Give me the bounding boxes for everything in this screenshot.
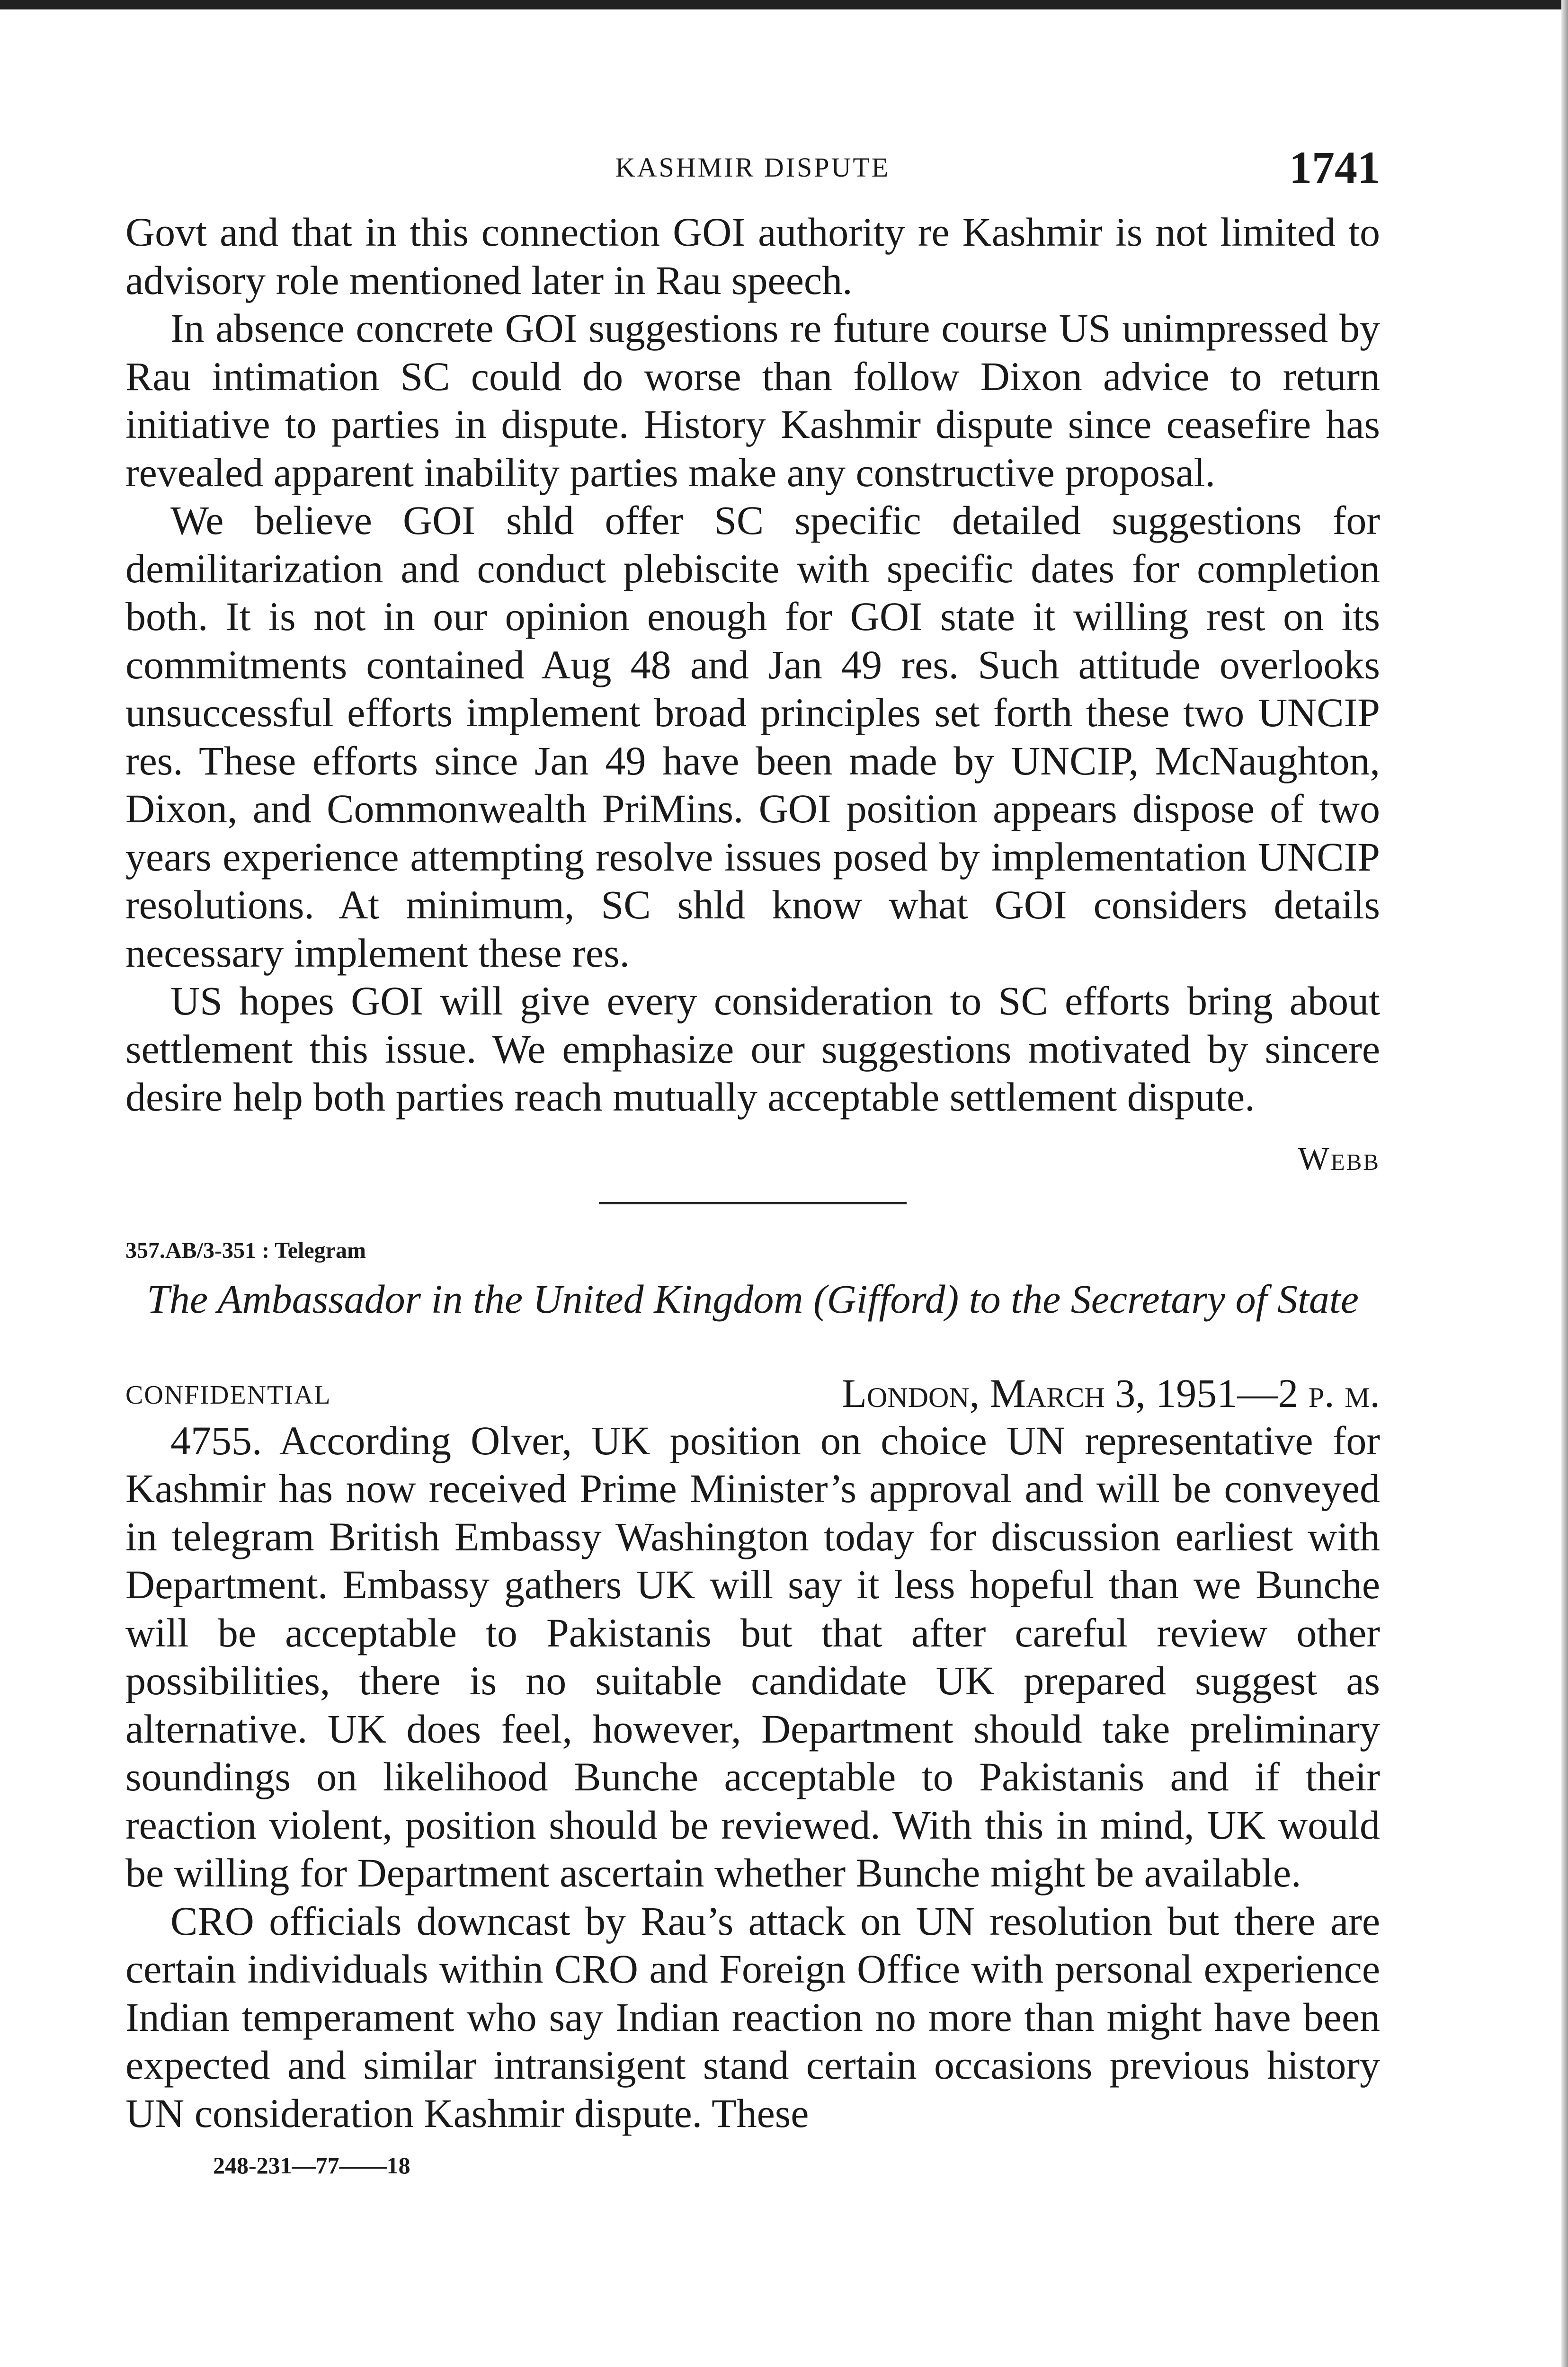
paragraph-continuation: Govt and that in this connection GOI authority re Kashmir is not limited to advisory role mentioned later in Rau speech.	[125, 209, 1380, 303]
book-page	[125, 137, 1380, 2179]
classification-label: CONFIDENTIAL	[125, 1380, 331, 1410]
page-right-edge	[1561, 0, 1568, 2367]
paragraph: We believe GOI shld offer SC specific detailed suggestions for demilitarization and conduct plebiscite with specific dates for completion both. It is not in our opinion enough for GOI state it willing rest on its commitments contained Aug 48 and Jan 49 res. Such attitude overlooks unsuccessful efforts implement broad principles set forth these two UNCIP res. These efforts since Jan 49 have been made by UNCIP, McNaughton, Dixon, and Commonwealth PriMins. GOI position appears dispose of two years experience attempting resolve issues posed by implementation UNCIP resolutions. At minimum, SC shld know what GOI considers details necessary implement these res.	[125, 498, 1380, 976]
paragraph: 4755. According Olver, UK position on choice UN representative for Kashmir has now received Prime Minister’s approval and will be conveyed in telegram British Embassy Washington today for discussion earliest with Department. Embassy gathers UK will say it less hopeful than we Bunche will be acceptable to Pakistanis but that after careful review other possibilities, there is no suitable candidate UK prepared suggest as alternative. UK does feel, however, Department should take preliminary soundings on likelihood Bunche acceptable to Pakistanis and if their reaction violent, position should be reviewed. With this in mind, UK would be willing for Department ascertain whether Bunche might be available.	[125, 1417, 1380, 1895]
section-divider	[599, 1202, 907, 1204]
page-header	[125, 137, 1380, 208]
print-code: 248-231—77——18	[213, 2152, 410, 2179]
paragraph: US hopes GOI will give every consideration to SC efforts bring about settlement this issue. We emphasize our suggestions motivated by sincere desire help both parties reach mutually acceptable settlement dispute.	[125, 978, 1380, 1120]
running-title: KASHMIR DISPUTE	[615, 152, 891, 183]
dateline	[125, 1366, 1380, 1417]
page-number: 1741	[1289, 142, 1380, 193]
signature-name: Webb	[1298, 1140, 1380, 1177]
page-top-edge	[0, 0, 1568, 9]
file-reference: 357.AB/3-351 : Telegram	[125, 1237, 366, 1263]
place-and-date: London, March 3, 1951—2 p. m.	[842, 1370, 1380, 1416]
paragraph: CRO officials downcast by Rau’s attack on UN resolution but there are certain individuals within CRO and Foreign Office with personal experience Indian temperament who say Indian reaction no more than might have been expected and similar intransigent stand certain occasions previous history UN consideration Kashmir dispute. These	[125, 1898, 1380, 2136]
document-title: The Ambassador in the United Kingdom (Gifford) to the Secretary of State	[147, 1276, 1359, 1322]
signature	[125, 1140, 1380, 1188]
paragraph: In absence concrete GOI suggestions re future course US unimpressed by Rau intimation SC could do worse than follow Dixon advice to return initiative to parties in dispute. History Kashmir dispute since ceasefire has revealed apparent inability parties make any constructive proposal.	[125, 305, 1380, 495]
